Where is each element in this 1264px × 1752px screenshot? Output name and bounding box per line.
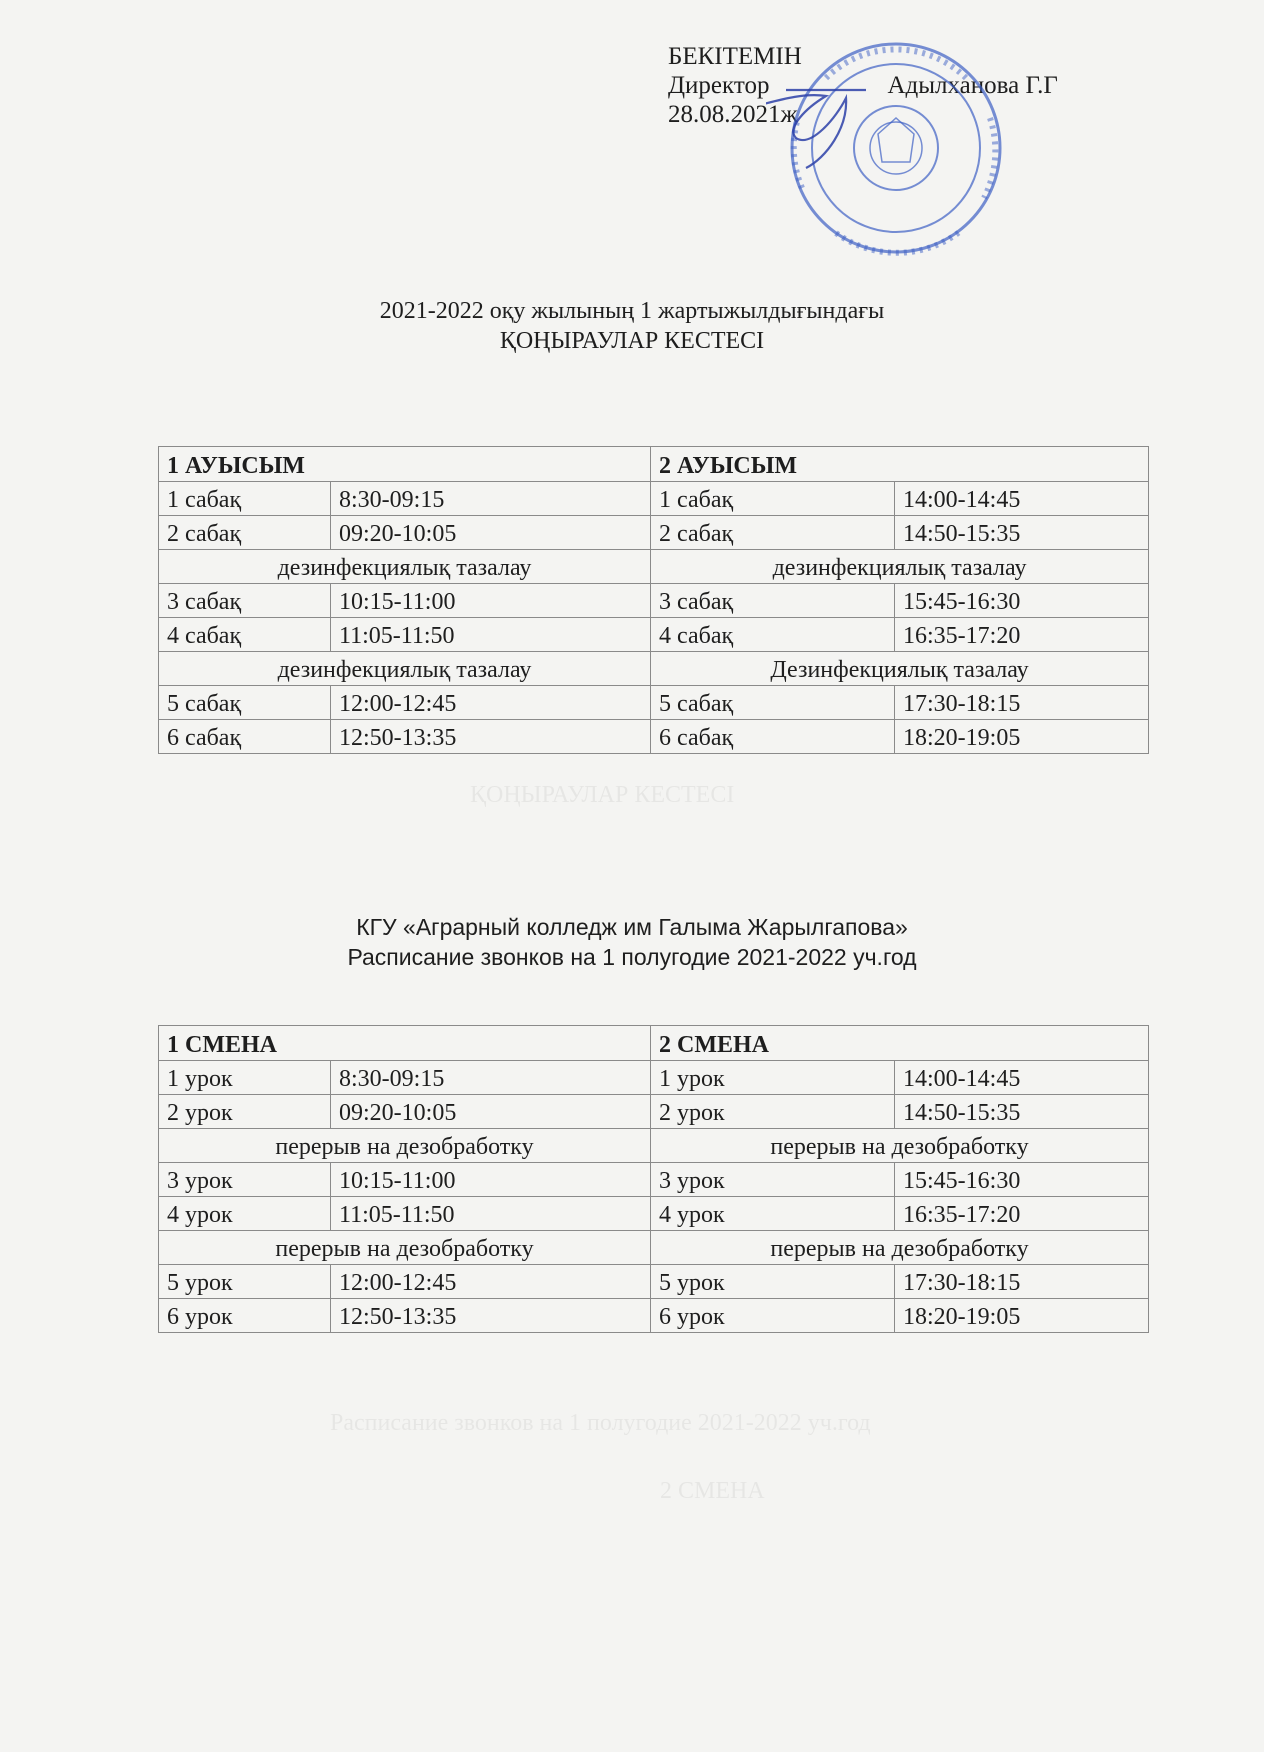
lesson-label: 4 сабақ: [159, 618, 331, 652]
lesson-label: 4 урок: [651, 1197, 895, 1231]
approval-title: БЕКІТЕМІН: [668, 43, 802, 70]
lesson-time: 14:50-15:35: [895, 516, 1149, 550]
ru-bell-schedule-table: [158, 1025, 1149, 1333]
lesson-label: 1 сабақ: [651, 482, 895, 516]
lesson-label: 6 сабақ: [651, 720, 895, 754]
disinfection-break: перерыв на дезобработку: [159, 1129, 651, 1163]
lesson-time: 16:35-17:20: [895, 1197, 1149, 1231]
disinfection-break: перерыв на дезобработку: [159, 1231, 651, 1265]
ru-title-line2: Расписание звонков на 1 полугодие 2021-2022 уч.год: [347, 944, 917, 970]
kz-title: [0, 296, 1264, 356]
disinfection-break: Дезинфекциялық тазалау: [651, 652, 1149, 686]
lesson-label: 1 урок: [651, 1061, 895, 1095]
lesson-label: 3 урок: [159, 1163, 331, 1197]
lesson-label: 5 урок: [159, 1265, 331, 1299]
lesson-time: 16:35-17:20: [895, 618, 1149, 652]
table-row: [159, 584, 1149, 618]
round-official-seal-icon: [766, 38, 1026, 258]
shift1-header: 1 СМЕНА: [159, 1026, 651, 1061]
table-header-row: [159, 447, 1149, 482]
lesson-label: 2 урок: [651, 1095, 895, 1129]
table-row: [159, 1299, 1149, 1333]
table-header-row: [159, 1026, 1149, 1061]
lesson-label: 2 сабақ: [651, 516, 895, 550]
lesson-label: 5 сабақ: [651, 686, 895, 720]
lesson-label: 3 урок: [651, 1163, 895, 1197]
lesson-label: 4 сабақ: [651, 618, 895, 652]
lesson-time: 15:45-16:30: [895, 584, 1149, 618]
break-row: [159, 1231, 1149, 1265]
lesson-time: 09:20-10:05: [331, 1095, 651, 1129]
lesson-time: 14:00-14:45: [895, 1061, 1149, 1095]
lesson-label: 2 сабақ: [159, 516, 331, 550]
break-row: [159, 550, 1149, 584]
lesson-time: 17:30-18:15: [895, 686, 1149, 720]
disinfection-break: дезинфекциялық тазалау: [651, 550, 1149, 584]
table-row: [159, 1061, 1149, 1095]
table-row: [159, 618, 1149, 652]
lesson-time: 10:15-11:00: [331, 584, 651, 618]
shift2-header: 2 СМЕНА: [651, 1026, 1149, 1061]
shift1-header: 1 АУЫСЫМ: [159, 447, 651, 482]
bleed-through-artifact: 2 СМЕНА: [660, 1478, 765, 1504]
break-row: [159, 1129, 1149, 1163]
lesson-label: 6 сабақ: [159, 720, 331, 754]
lesson-label: 5 сабақ: [159, 686, 331, 720]
lesson-time: 18:20-19:05: [895, 1299, 1149, 1333]
lesson-time: 15:45-16:30: [895, 1163, 1149, 1197]
lesson-label: 3 сабақ: [651, 584, 895, 618]
lesson-time: 11:05-11:50: [331, 1197, 651, 1231]
table-row: [159, 1095, 1149, 1129]
bleed-through-artifact: Расписание звонков на 1 полугодие 2021-2022 уч.год: [330, 1410, 871, 1436]
lesson-label: 5 урок: [651, 1265, 895, 1299]
disinfection-break: перерыв на дезобработку: [651, 1129, 1149, 1163]
lesson-label: 1 сабақ: [159, 482, 331, 516]
approval-date: 28.08.2021ж: [668, 101, 798, 128]
lesson-label: 6 урок: [159, 1299, 331, 1333]
lesson-time: 12:00-12:45: [331, 686, 651, 720]
lesson-time: 12:50-13:35: [331, 1299, 651, 1333]
lesson-time: 12:50-13:35: [331, 720, 651, 754]
table-row: [159, 482, 1149, 516]
kz-bell-schedule-table: [158, 446, 1149, 754]
lesson-time: 17:30-18:15: [895, 1265, 1149, 1299]
break-row: [159, 652, 1149, 686]
lesson-time: 14:00-14:45: [895, 482, 1149, 516]
director-label: Директор: [668, 72, 770, 99]
disinfection-break: перерыв на дезобработку: [651, 1231, 1149, 1265]
lesson-label: 2 урок: [159, 1095, 331, 1129]
director-name: Адылханова Г.Г: [887, 72, 1058, 99]
lesson-time: 8:30-09:15: [331, 1061, 651, 1095]
table-row: [159, 1265, 1149, 1299]
table-row: [159, 686, 1149, 720]
ru-title-line1: КГУ «Аграрный колледж им Галыма Жарылгапова»: [356, 914, 908, 940]
kz-title-line1: 2021-2022 оқу жылының 1 жартыжылдығындағы: [379, 298, 885, 324]
lesson-label: 3 сабақ: [159, 584, 331, 618]
ru-title: [0, 912, 1264, 972]
lesson-label: 6 урок: [651, 1299, 895, 1333]
lesson-time: 09:20-10:05: [331, 516, 651, 550]
table-row: [159, 1197, 1149, 1231]
lesson-label: 1 урок: [159, 1061, 331, 1095]
lesson-time: 12:00-12:45: [331, 1265, 651, 1299]
kz-title-line2: ҚОҢЫРАУЛАР КЕСТЕСІ: [499, 328, 765, 354]
table-row: [159, 720, 1149, 754]
lesson-time: 8:30-09:15: [331, 482, 651, 516]
shift2-header: 2 АУЫСЫМ: [651, 447, 1149, 482]
lesson-time: 14:50-15:35: [895, 1095, 1149, 1129]
lesson-time: 11:05-11:50: [331, 618, 651, 652]
lesson-time: 18:20-19:05: [895, 720, 1149, 754]
table-row: [159, 516, 1149, 550]
disinfection-break: дезинфекциялық тазалау: [159, 652, 651, 686]
lesson-label: 4 урок: [159, 1197, 331, 1231]
lesson-time: 10:15-11:00: [331, 1163, 651, 1197]
table-row: [159, 1163, 1149, 1197]
bleed-through-artifact: ҚОҢЫРАУЛАР КЕСТЕСІ: [470, 782, 735, 808]
disinfection-break: дезинфекциялық тазалау: [159, 550, 651, 584]
